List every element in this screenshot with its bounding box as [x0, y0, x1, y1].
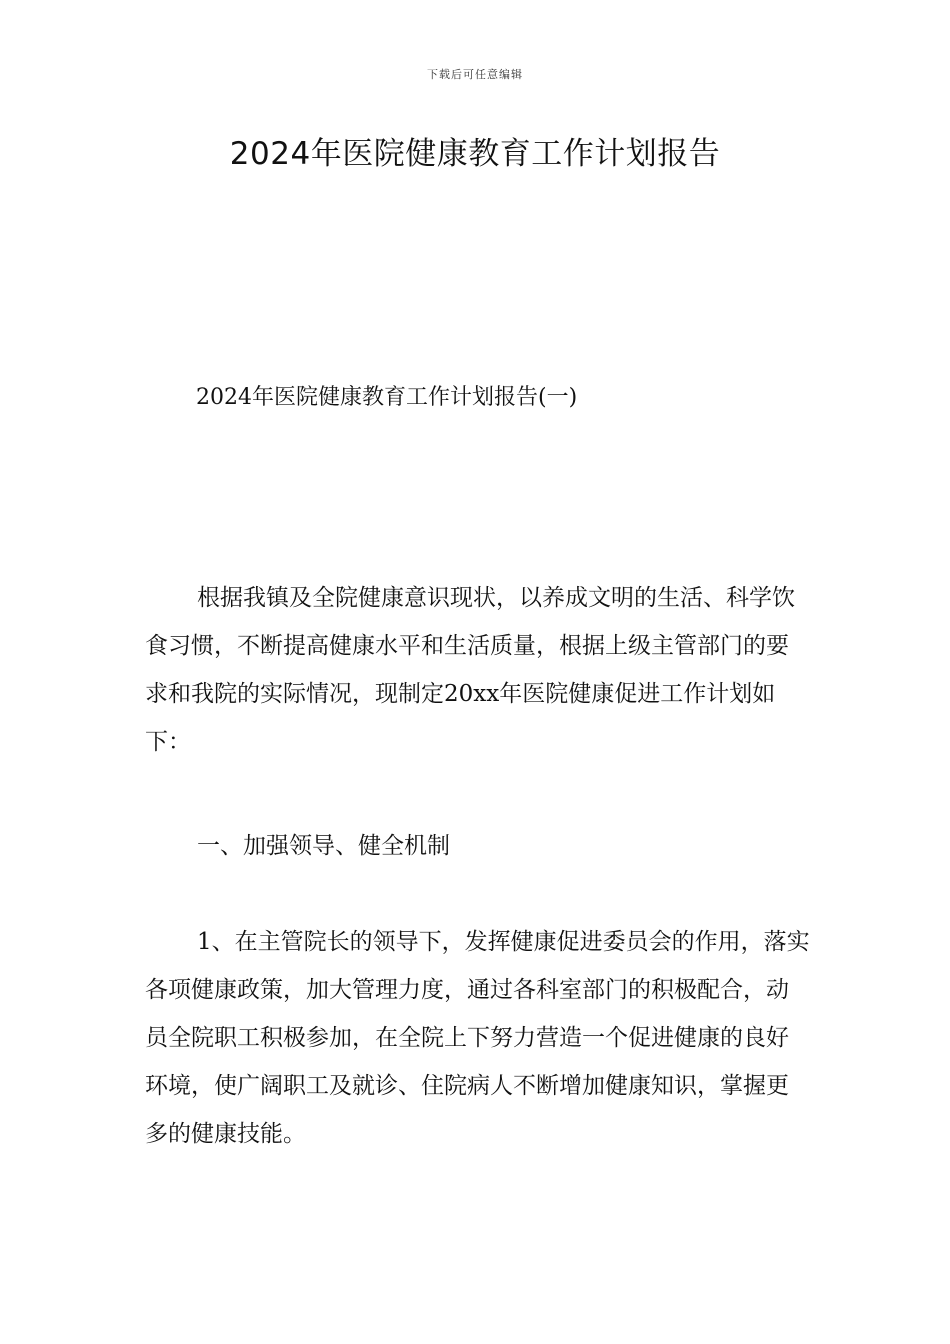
- intro-paragraph: 根据我镇及全院健康意识现状，以养成文明的生活、科学饮食习惯，不断提高健康水平和生活质量，根据上级主管部门的要求和我院的实际情况，现制定20xx年医院健康促进工作计划如下：: [145, 585, 795, 755]
- document-title: 2024年医院健康教育工作计划报告: [229, 136, 721, 172]
- heading-strengthen-leadership: 一、加强领导、健全机制: [197, 833, 450, 859]
- section-title: 2024年医院健康教育工作计划报告(一): [196, 385, 578, 410]
- item-paragraph-1: 1、在主管院长的领导下，发挥健康促进委员会的作用，落实各项健康政策，加大管理力度，通过各科室部门的积极配合，动员全院职工积极参加，在全院上下努力营造一个促进健康的良好环境，使广阔职工及就诊、住院病人不断增加健康知识，掌握更多的健康技能。: [145, 929, 810, 1147]
- header-note: 下载后可任意编辑: [427, 68, 523, 81]
